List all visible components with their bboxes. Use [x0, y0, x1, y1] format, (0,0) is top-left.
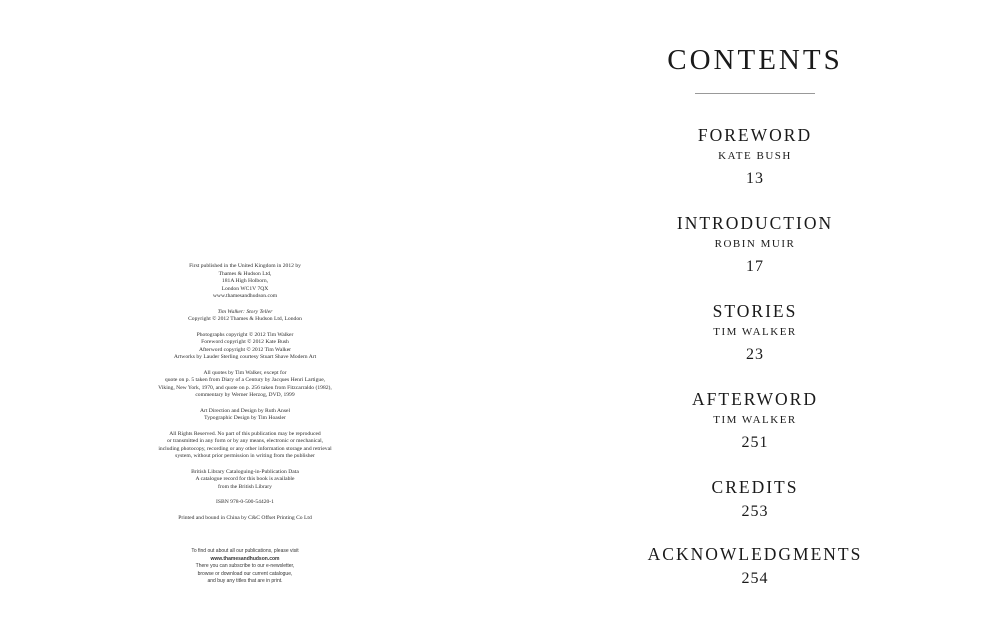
toc-entry-author: ROBIN MUIR — [714, 238, 796, 250]
toc-entry-credits — [605, 476, 905, 522]
toc-entry-page: 13 — [746, 170, 764, 187]
copyright-line: First published in the United Kingdom in 2012 by — [189, 263, 301, 269]
copyright-line: Thames & Hudson Ltd, — [218, 270, 272, 277]
isbn-paragraph — [140, 499, 350, 507]
contents-page — [500, 0, 1000, 628]
website-url: www.thamesandhudson.com — [210, 555, 280, 562]
title-copyright-paragraph — [140, 309, 350, 324]
toc-entry-stories — [605, 300, 905, 365]
toc-entry-title: STORIES — [712, 301, 798, 321]
copyright-line: Afterword copyright © 2012 Tim Walker — [198, 346, 292, 353]
toc-entry-title: INTRODUCTION — [676, 213, 834, 233]
title-divider — [695, 93, 815, 94]
copyright-line: All Rights Reserved. No part of this publication may be reproduced — [169, 430, 321, 437]
copyright-line: including photocopy, recording or any other information storage and retrieval — [158, 445, 332, 452]
toc-entry-afterword — [605, 388, 905, 453]
toc-entry-title: FOREWORD — [697, 125, 813, 145]
copyright-line: Artworks by Lauder Sterling courtesy Stuart Shave Modern Art — [173, 354, 317, 360]
quotes-paragraph — [140, 370, 350, 400]
isbn-line: ISBN 978-0-500-54420-1 — [216, 499, 274, 505]
note-line: and buy any titles that are in print. — [207, 578, 283, 584]
copyright-line — [140, 309, 350, 317]
copyright-line: Copyright © 2012 Thames & Hudson Ltd, London — [188, 316, 302, 322]
printed-line: Printed and bound in China by C&C Offset Printing Co Ltd — [178, 514, 312, 521]
copyright-line: British Library Cataloguing-in-Publication Data — [191, 468, 299, 475]
toc-entry-introduction — [605, 212, 905, 277]
toc-entry-page: 251 — [741, 434, 769, 451]
copyright-line: quote on p. 5 taken from Diary of a Century by Jacques Henri Lartigue, — [164, 377, 326, 383]
copyright-line: London WC1V 7QX — [221, 285, 269, 292]
copyright-line: All quotes by Tim Walker, except for — [203, 369, 287, 376]
copyright-line: Typographic Design by Tim Hoasler — [204, 415, 286, 421]
toc-entry-title: ACKNOWLEDGMENTS — [647, 544, 863, 564]
copyright-line: or transmitted in any form or by any means, electronic or mechanical, — [166, 438, 324, 444]
toc-entry-author: TIM WALKER — [713, 414, 797, 426]
toc-entry-author: KATE BUSH — [718, 150, 792, 162]
toc-entry-foreword — [605, 124, 905, 189]
copyright-line: 181A High Holborn, — [221, 278, 269, 284]
copyright-line: Viking, New York, 1970, and quote on p. 256 taken from Fitzcarraldo (1982), — [158, 384, 332, 391]
publisher-website-note — [170, 548, 320, 586]
contents-heading: CONTENTS — [667, 44, 843, 76]
note-line: There you can subscribe to our e-newsletter, — [195, 563, 295, 569]
toc-entry-page: 23 — [746, 346, 764, 363]
copyright-line: from the British Library — [218, 483, 272, 490]
toc-entry-page: 17 — [746, 258, 764, 275]
copyright-line: commentary by Werner Herzog, DVD, 1999 — [195, 392, 295, 398]
copyright-line: A catalogue record for this book is available — [195, 476, 295, 482]
toc-entry-page: 253 — [741, 503, 769, 520]
copyright-line: Photographs copyright © 2012 Tim Walker — [196, 331, 294, 338]
book-title-italic: Tim Walker: Story Teller — [217, 308, 273, 315]
copyright-line: Foreword copyright © 2012 Kate Bush — [201, 339, 289, 345]
copyright-line: system, without prior permission in writing from the publisher — [175, 453, 315, 459]
toc-entry-page: 254 — [741, 570, 769, 587]
printing-paragraph — [140, 515, 350, 523]
copyright-block — [140, 263, 350, 530]
toc-entry-title: AFTERWORD — [692, 389, 818, 409]
rights-paragraph — [140, 431, 350, 461]
credits-copyright-paragraph — [140, 332, 350, 362]
publisher-paragraph — [140, 263, 350, 301]
cataloguing-paragraph — [140, 469, 350, 492]
design-paragraph — [140, 408, 350, 423]
note-line: To find out about all our publications, please visit — [191, 548, 299, 554]
copyright-line: Art Direction and Design by Ruth Ansel — [199, 407, 291, 414]
toc-entry-title: CREDITS — [711, 477, 799, 497]
toc-entry-acknowledgments — [605, 543, 905, 589]
copyright-line: www.thamesandhudson.com — [212, 293, 278, 299]
toc-entry-author: TIM WALKER — [713, 326, 797, 338]
note-line: browse or download our current catalogue, — [197, 570, 293, 577]
